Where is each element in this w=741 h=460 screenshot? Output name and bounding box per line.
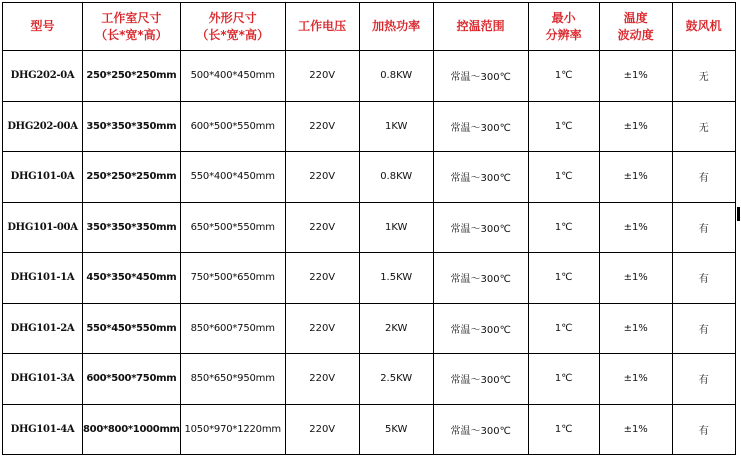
header-power bbox=[359, 3, 433, 51]
cell-voltage: 220V bbox=[285, 404, 359, 455]
cell-chamber-size: 350*350*350mm bbox=[83, 202, 181, 253]
header-fan bbox=[672, 3, 735, 51]
cell-power: 0.8KW bbox=[359, 152, 433, 203]
cell-voltage: 220V bbox=[285, 303, 359, 354]
cell-model: DHG202-00A bbox=[3, 101, 83, 152]
cell-temp-range: 常温～300℃ bbox=[433, 253, 528, 304]
header-chamber-size-label: 工作室尺寸 bbox=[101, 10, 162, 25]
table-row bbox=[3, 51, 736, 102]
cell-fluctuation: ±1% bbox=[599, 51, 672, 102]
scroll-edge-marker bbox=[737, 207, 740, 221]
cell-model: DHG101-0A bbox=[3, 152, 83, 203]
cell-chamber-size: 350*350*350mm bbox=[83, 101, 181, 152]
cell-model: DHG202-0A bbox=[3, 51, 83, 102]
cell-resolution: 1℃ bbox=[528, 303, 599, 354]
cell-temp-range: 常温～300℃ bbox=[433, 101, 528, 152]
cell-fan: 有 bbox=[672, 354, 735, 405]
cell-outer-size: 850*600*750mm bbox=[180, 303, 285, 354]
cell-fan: 有 bbox=[672, 202, 735, 253]
header-chamber-size bbox=[83, 3, 181, 51]
cell-fluctuation: ±1% bbox=[599, 354, 672, 405]
cell-resolution: 1℃ bbox=[528, 404, 599, 455]
cell-voltage: 220V bbox=[285, 152, 359, 203]
header-resolution-sub: 分辨率 bbox=[545, 27, 582, 42]
cell-chamber-size: 600*500*750mm bbox=[83, 354, 181, 405]
cell-fluctuation: ±1% bbox=[599, 101, 672, 152]
cell-outer-size: 500*400*450mm bbox=[180, 51, 285, 102]
cell-power: 1KW bbox=[359, 202, 433, 253]
cell-fan: 有 bbox=[672, 152, 735, 203]
cell-outer-size: 650*500*550mm bbox=[180, 202, 285, 253]
cell-fluctuation: ±1% bbox=[599, 202, 672, 253]
cell-power: 2.5KW bbox=[359, 354, 433, 405]
table-row bbox=[3, 354, 736, 405]
cell-fluctuation: ±1% bbox=[599, 152, 672, 203]
cell-fan: 有 bbox=[672, 253, 735, 304]
table-row bbox=[3, 253, 736, 304]
table-row bbox=[3, 202, 736, 253]
header-outer-size bbox=[180, 3, 285, 51]
cell-fan: 无 bbox=[672, 101, 735, 152]
header-outer-size-sub: （长*宽*高） bbox=[196, 27, 269, 42]
cell-resolution: 1℃ bbox=[528, 152, 599, 203]
cell-temp-range: 常温～300℃ bbox=[433, 152, 528, 203]
table-row bbox=[3, 404, 736, 455]
header-fluctuation-sub: 波动度 bbox=[617, 27, 654, 42]
header-fan-label: 鼓风机 bbox=[685, 19, 722, 33]
cell-chamber-size: 450*350*450mm bbox=[83, 253, 181, 304]
table-row bbox=[3, 303, 736, 354]
cell-voltage: 220V bbox=[285, 253, 359, 304]
spec-table bbox=[2, 2, 736, 455]
header-voltage bbox=[285, 3, 359, 51]
cell-resolution: 1℃ bbox=[528, 51, 599, 102]
header-temp-range bbox=[433, 3, 528, 51]
header-fluctuation bbox=[599, 3, 672, 51]
cell-model: DHG101-3A bbox=[3, 354, 83, 405]
cell-fan: 无 bbox=[672, 51, 735, 102]
cell-outer-size: 550*400*450mm bbox=[180, 152, 285, 203]
cell-power: 1.5KW bbox=[359, 253, 433, 304]
header-model bbox=[3, 3, 83, 51]
cell-outer-size: 1050*970*1220mm bbox=[180, 404, 285, 455]
cell-model: DHG101-4A bbox=[3, 404, 83, 455]
header-model-label: 型号 bbox=[30, 19, 55, 33]
cell-voltage: 220V bbox=[285, 51, 359, 102]
cell-power: 5KW bbox=[359, 404, 433, 455]
cell-resolution: 1℃ bbox=[528, 101, 599, 152]
cell-fluctuation: ±1% bbox=[599, 404, 672, 455]
table-row bbox=[3, 152, 736, 203]
cell-model: DHG101-2A bbox=[3, 303, 83, 354]
cell-fluctuation: ±1% bbox=[599, 303, 672, 354]
cell-voltage: 220V bbox=[285, 101, 359, 152]
cell-chamber-size: 800*800*1000mm bbox=[83, 404, 181, 455]
header-resolution bbox=[528, 3, 599, 51]
header-temp-range-label: 控温范围 bbox=[456, 19, 505, 33]
header-fluctuation-label: 温度 bbox=[623, 10, 648, 25]
table-body bbox=[3, 51, 736, 455]
cell-temp-range: 常温～300℃ bbox=[433, 202, 528, 253]
cell-resolution: 1℃ bbox=[528, 202, 599, 253]
cell-power: 2KW bbox=[359, 303, 433, 354]
cell-temp-range: 常温～300℃ bbox=[433, 404, 528, 455]
cell-chamber-size: 250*250*250mm bbox=[83, 152, 181, 203]
header-voltage-label: 工作电压 bbox=[298, 19, 347, 33]
table-row bbox=[3, 101, 736, 152]
cell-chamber-size: 250*250*250mm bbox=[83, 51, 181, 102]
cell-chamber-size: 550*450*550mm bbox=[83, 303, 181, 354]
cell-temp-range: 常温～300℃ bbox=[433, 51, 528, 102]
cell-outer-size: 850*650*950mm bbox=[180, 354, 285, 405]
cell-voltage: 220V bbox=[285, 354, 359, 405]
cell-resolution: 1℃ bbox=[528, 354, 599, 405]
cell-resolution: 1℃ bbox=[528, 253, 599, 304]
cell-outer-size: 600*500*550mm bbox=[180, 101, 285, 152]
cell-model: DHG101-1A bbox=[3, 253, 83, 304]
header-row bbox=[3, 3, 736, 51]
cell-fluctuation: ±1% bbox=[599, 253, 672, 304]
header-resolution-label: 最小 bbox=[551, 10, 576, 25]
cell-power: 0.8KW bbox=[359, 51, 433, 102]
cell-power: 1KW bbox=[359, 101, 433, 152]
cell-voltage: 220V bbox=[285, 202, 359, 253]
cell-temp-range: 常温～300℃ bbox=[433, 303, 528, 354]
cell-outer-size: 750*500*650mm bbox=[180, 253, 285, 304]
cell-temp-range: 常温～300℃ bbox=[433, 354, 528, 405]
cell-fan: 有 bbox=[672, 404, 735, 455]
cell-model: DHG101-00A bbox=[3, 202, 83, 253]
cell-fan: 有 bbox=[672, 303, 735, 354]
header-power-label: 加热功率 bbox=[372, 19, 421, 33]
header-outer-size-label: 外形尺寸 bbox=[208, 10, 257, 25]
header-chamber-size-sub: （长*宽*高） bbox=[95, 27, 168, 42]
